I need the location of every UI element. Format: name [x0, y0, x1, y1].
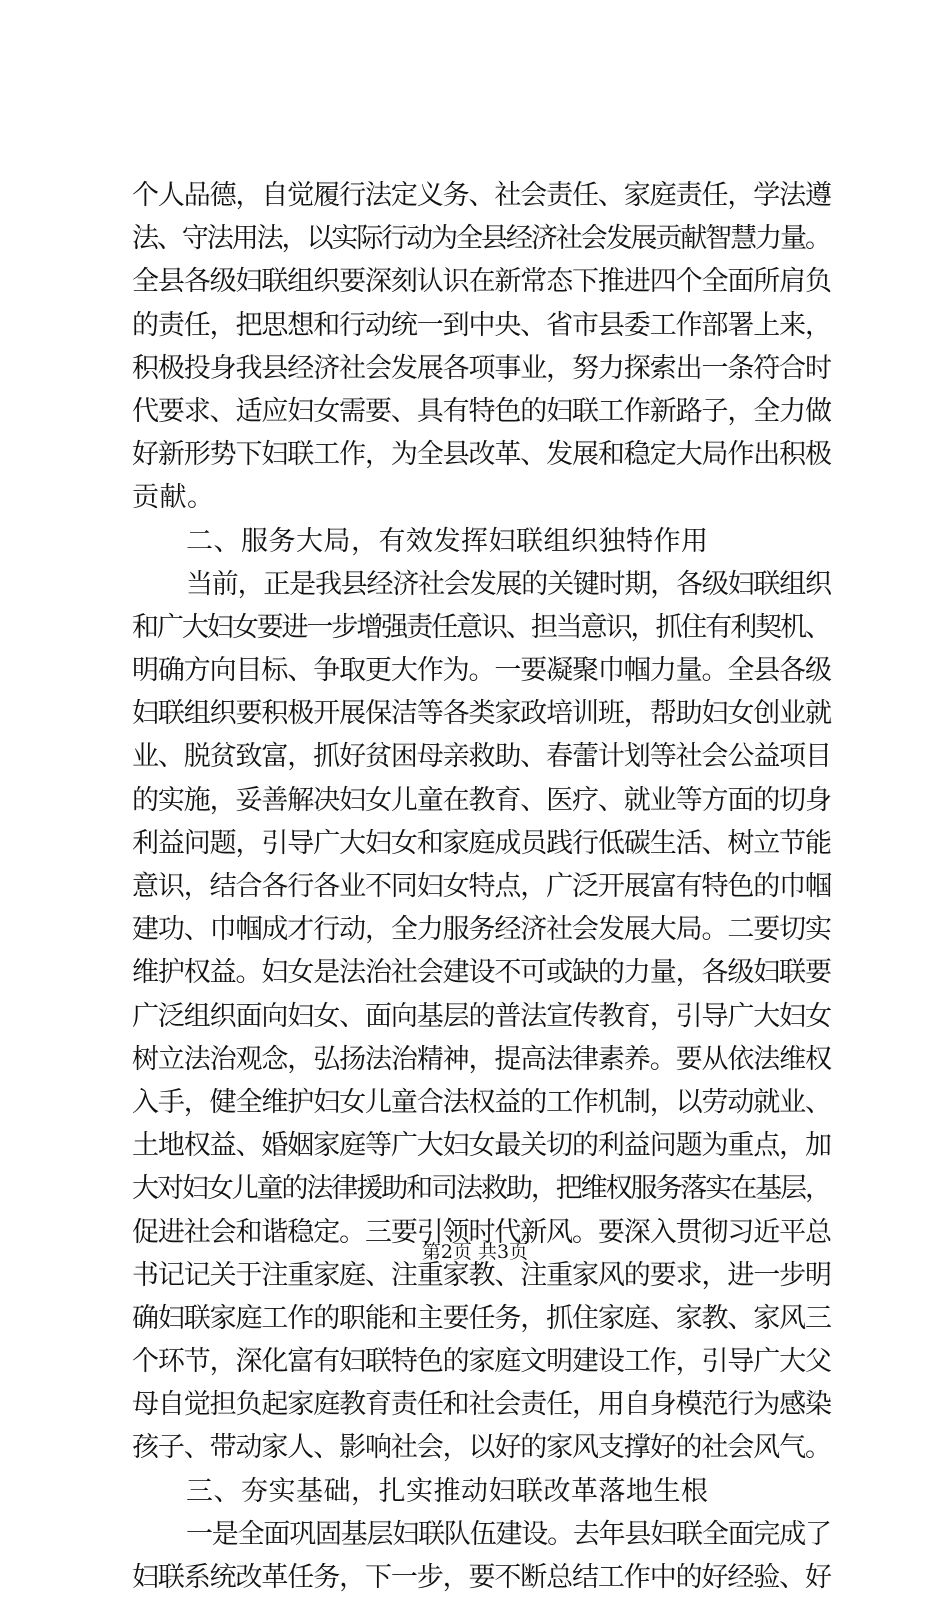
text-line: 入手，健全维护妇女儿童合法权益的工作机制，以劳动就业、	[132, 1086, 831, 1118]
text-line: 法、守法用法，以实际行动为全县经济社会发展贡献智慧力量。	[132, 223, 830, 255]
text-line: 孩子、带动家人、影响社会，以好的家风支撑好的社会风气。	[132, 1432, 831, 1464]
text-line: 二、服务大局，有效发挥妇联组织独特作用	[186, 525, 709, 557]
text-line: 贡献。	[132, 482, 215, 514]
text-line: 确妇联家庭工作的职能和主要任务，抓住家庭、家教、家风三	[132, 1302, 831, 1334]
document-body	[132, 174, 832, 1599]
text-line: 书记记关于注重家庭、注重家教、注重家风的要求，进一步明	[132, 1259, 831, 1291]
text-line: 维护权益。妇女是法治社会建设不可或缺的力量，各级妇联要	[132, 957, 831, 989]
text-line: 三、夯实基础，扎实推动妇联改革落地生根	[186, 1475, 709, 1507]
text-line: 当前，正是我县经济社会发展的关键时期，各级妇联组织	[186, 568, 831, 600]
text-line: 土地权益、婚姻家庭等广大妇女最关切的利益问题为重点，加	[132, 1130, 831, 1162]
text-line: 意识，结合各行各业不同妇女特点，广泛开展富有特色的巾帼	[132, 871, 831, 902]
text-line: 和广大妇女要进一步增强责任意识、担当意识，抓住有利契机、	[132, 611, 830, 643]
text-line: 业、脱贫致富，抓好贫困母亲救助、春蕾计划等社会公益项目	[132, 741, 831, 773]
text-line: 妇联系统改革任务，下一步，要不断总结工作中的好经验、好	[132, 1562, 831, 1593]
text-line: 建功、巾帼成才行动，全力服务经济社会发展大局。二要切实	[132, 914, 831, 946]
page-footer: 第2页 共3页	[421, 1241, 529, 1263]
text-line: 的责任，把思想和行动统一到中央、省市县委工作部署上来，	[132, 309, 831, 341]
text-line: 利益问题，引导广大妇女和家庭成员践行低碳生活、树立节能	[132, 827, 831, 859]
text-line: 促进社会和谐稳定。三要引领时代新风。要深入贯彻习近平总	[132, 1216, 831, 1248]
text-line: 树立法治观念，弘扬法治精神，提高法律素养。要从依法维权	[132, 1043, 831, 1075]
text-line: 个环节，深化富有妇联特色的家庭文明建设工作，引导广大父	[132, 1346, 831, 1378]
text-line: 好新形势下妇联工作，为全县改革、发展和稳定大局作出积极	[132, 439, 831, 471]
text-line: 大对妇女儿童的法律援助和司法救助，把维权服务落实在基层，	[132, 1173, 830, 1205]
text-line: 全县各级妇联组织要深刻认识在新常态下推进四个全面所肩负	[132, 266, 831, 298]
text-line: 一是全面巩固基层妇联队伍建设。去年县妇联全面完成了	[186, 1518, 831, 1550]
text-line: 妇联组织要积极开展保洁等各类家政培训班，帮助妇女创业就	[132, 698, 831, 730]
text-line: 积极投身我县经济社会发展各项事业，努力探索出一条符合时	[132, 352, 831, 384]
text-line: 母自觉担负起家庭教育责任和社会责任，用自身模范行为感染	[132, 1389, 831, 1421]
text-line: 的实施，妥善解决妇女儿童在教育、医疗、就业等方面的切身	[132, 784, 831, 816]
text-line: 广泛组织面向妇女、面向基层的普法宣传教育，引导广大妇女	[132, 1000, 831, 1032]
text-line: 个人品德，自觉履行法定义务、社会责任、家庭责任，学法遵	[132, 180, 831, 211]
text-line: 明确方向目标、争取更大作为。一要凝聚巾帼力量。全县各级	[132, 655, 831, 687]
text-line: 代要求、适应妇女需要、具有特色的妇联工作新路子，全力做	[132, 395, 831, 427]
